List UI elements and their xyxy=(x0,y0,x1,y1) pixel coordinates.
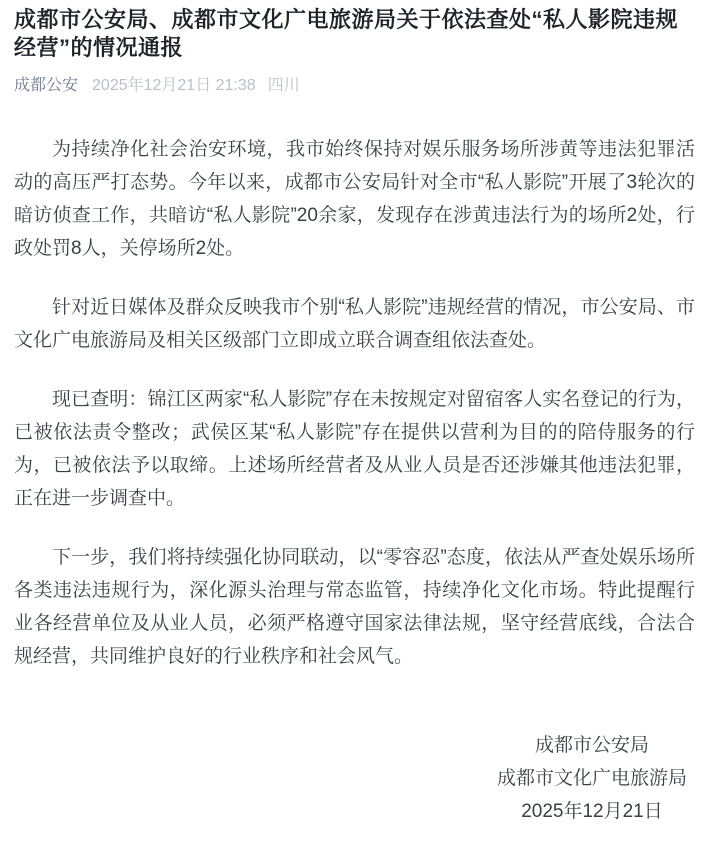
signature-date: 2025年12月21日 xyxy=(521,801,663,822)
article-body xyxy=(14,133,695,673)
article-title: 成都市公安局、成都市文化广电旅游局关于依法查处“私人影院违规经营”的情况通报 xyxy=(14,7,679,60)
signature-block xyxy=(497,729,687,828)
article-source[interactable]: 成都公安 xyxy=(14,77,79,94)
article-datetime: 2025年12月21日 21:38 xyxy=(92,77,256,94)
article-paragraph-2: 针对近日媒体及群众反映我市个别“私人影院”违规经营的情况，市公安局、市文化广电旅游局及相关区级部门立即成立联合调查组依法查处。 xyxy=(14,297,695,351)
article-paragraph-4: 下一步，我们将持续强化协同联动，以“零容忍”态度，依法从严查处娱乐场所各类违法违规行为，深化源头治理与常态监管，持续净化文化市场。特此提醒行业各经营单位及从业人员，必须严格遵守国家法律法规，坚守经营底线，合法合规经营，共同维护良好的行业秩序和社会风气。 xyxy=(14,547,695,667)
article-meta xyxy=(14,75,695,97)
article-paragraph-1: 为持续净化社会治安环境，我市始终保持对娱乐服务场所涉黄等违法犯罪活动的高压严打态势。今年以来，成都市公安局针对全市“私人影院”开展了3轮次的暗访侦查工作，共暗访“私人影院”20余家，发现存在涉黄违法行为的场所2处，行政处罚8人，关停场所2处。 xyxy=(14,139,695,259)
article-location: 四川 xyxy=(267,77,300,94)
signature-authority-2: 成都市文化广电旅游局 xyxy=(496,768,687,789)
signature-authority-1: 成都市公安局 xyxy=(534,735,649,756)
article-paragraph-3: 现已查明：锦江区两家“私人影院”存在未按规定对留宿客人实名登记的行为，已被依法责令整改；武侯区某“私人影院”存在提供以营利为目的的陪侍服务的行为，已被依法予以取缔。上述场所经营者及从业人员是否还涉嫌其他违法犯罪，正在进一步调查中。 xyxy=(14,389,695,509)
